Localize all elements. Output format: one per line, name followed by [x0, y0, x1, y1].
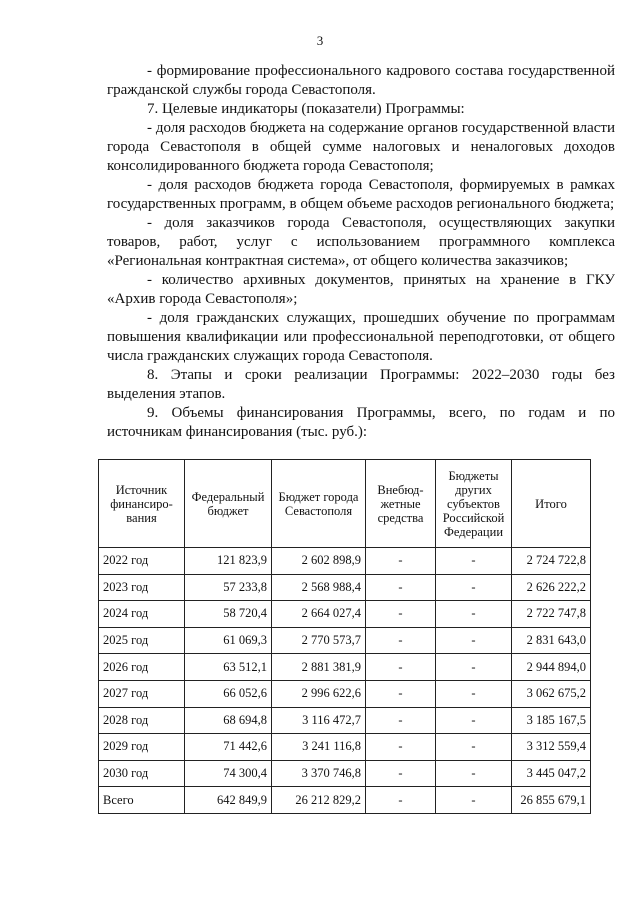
cell-city: 3 370 746,8 [272, 760, 366, 787]
table-row [99, 760, 591, 787]
cell-total: 3 185 167,5 [512, 707, 591, 734]
cell-extrabudgetary: - [366, 548, 436, 575]
cell-other-regions: - [436, 574, 512, 601]
header-other-regions: Бюджеты других субъектов Российской Федерации [436, 460, 512, 548]
paragraph-section-7-heading: 7. Целевые индикаторы (показатели) Программы: [147, 101, 465, 117]
table-row [99, 707, 591, 734]
cell-total: 3 445 047,2 [512, 760, 591, 787]
cell-city: 2 881 381,9 [272, 654, 366, 681]
cell-year: Всего [99, 787, 185, 814]
cell-city: 2 770 573,7 [272, 627, 366, 654]
cell-extrabudgetary: - [366, 654, 436, 681]
cell-federal: 74 300,4 [185, 760, 272, 787]
cell-total: 2 831 643,0 [512, 627, 591, 654]
cell-other-regions: - [436, 707, 512, 734]
cell-total: 26 855 679,1 [512, 787, 591, 814]
cell-federal: 642 849,9 [185, 787, 272, 814]
cell-extrabudgetary: - [366, 734, 436, 761]
cell-other-regions: - [436, 548, 512, 575]
cell-other-regions: - [436, 654, 512, 681]
table-row-total [99, 787, 591, 814]
cell-federal: 58 720,4 [185, 601, 272, 628]
cell-federal: 121 823,9 [185, 548, 272, 575]
cell-other-regions: - [436, 601, 512, 628]
cell-federal: 68 694,8 [185, 707, 272, 734]
paragraph-staffing: - формирование профессионального кадрового состава государственной гражданской службы города Севастополя. [107, 63, 615, 98]
cell-other-regions: - [436, 760, 512, 787]
cell-extrabudgetary: - [366, 760, 436, 787]
cell-federal: 61 069,3 [185, 627, 272, 654]
table-row [99, 574, 591, 601]
cell-city: 3 241 116,8 [272, 734, 366, 761]
header-source: Источник финансиро-вания [99, 460, 185, 548]
cell-other-regions: - [436, 627, 512, 654]
financing-table [98, 459, 591, 814]
table-row [99, 601, 591, 628]
cell-extrabudgetary: - [366, 627, 436, 654]
header-total: Итого [512, 460, 591, 548]
cell-city: 26 212 829,2 [272, 787, 366, 814]
header-extrabudgetary: Внебюд-жетные средства [366, 460, 436, 548]
page-number: 3 [316, 33, 324, 48]
paragraph-indicator-training: - доля гражданских служащих, прошедших обучение по программам повышения квалификации или профессиональной переподготовки, от общего числа гражданских служащих города Севастополя. [107, 310, 615, 364]
paragraph-indicator-program-expenses: - доля расходов бюджета города Севастополя, формируемых в рамках государственных программ, в общем объеме расходов регионального бюджета; [107, 177, 615, 212]
cell-year: 2025 год [99, 627, 185, 654]
cell-total: 3 062 675,2 [512, 680, 591, 707]
cell-city: 2 996 622,6 [272, 680, 366, 707]
cell-city: 2 568 988,4 [272, 574, 366, 601]
cell-federal: 63 512,1 [185, 654, 272, 681]
cell-total: 2 722 747,8 [512, 601, 591, 628]
cell-extrabudgetary: - [366, 707, 436, 734]
cell-city: 2 664 027,4 [272, 601, 366, 628]
cell-other-regions: - [436, 734, 512, 761]
body-text [107, 62, 615, 442]
table-row [99, 734, 591, 761]
cell-total: 3 312 559,4 [512, 734, 591, 761]
cell-federal: 66 052,6 [185, 680, 272, 707]
cell-year: 2026 год [99, 654, 185, 681]
cell-federal: 57 233,8 [185, 574, 272, 601]
cell-year: 2024 год [99, 601, 185, 628]
table-row [99, 548, 591, 575]
cell-extrabudgetary: - [366, 601, 436, 628]
cell-year: 2022 год [99, 548, 185, 575]
table-row [99, 654, 591, 681]
cell-federal: 71 442,6 [185, 734, 272, 761]
table-row [99, 627, 591, 654]
header-city-budget: Бюджет города Севастополя [272, 460, 366, 548]
paragraph-section-9-financing: 9. Объемы финансирования Программы, всего, по годам и по источникам финансирования (тыс. руб.): [107, 405, 615, 440]
cell-year: 2028 год [99, 707, 185, 734]
cell-year: 2027 год [99, 680, 185, 707]
cell-year: 2030 год [99, 760, 185, 787]
table-row [99, 680, 591, 707]
header-federal: Федеральный бюджет [185, 460, 272, 548]
cell-total: 2 626 222,2 [512, 574, 591, 601]
cell-other-regions: - [436, 787, 512, 814]
paragraph-indicator-budget-share: - доля расходов бюджета на содержание органов государственной власти города Севастополя в общей сумме налоговых и неналоговых доходов консолидированного бюджета города Севастополя; [107, 120, 615, 174]
paragraph-indicator-archive: - количество архивных документов, принятых на хранение в ГКУ «Архив города Севастополя»; [107, 272, 615, 307]
cell-total: 2 724 722,8 [512, 548, 591, 575]
cell-year: 2023 год [99, 574, 185, 601]
cell-total: 2 944 894,0 [512, 654, 591, 681]
cell-city: 3 116 472,7 [272, 707, 366, 734]
cell-year: 2029 год [99, 734, 185, 761]
cell-extrabudgetary: - [366, 680, 436, 707]
table-header-row [99, 460, 591, 548]
cell-extrabudgetary: - [366, 574, 436, 601]
paragraph-section-8-stages: 8. Этапы и сроки реализации Программы: 2022–2030 годы без выделения этапов. [107, 367, 615, 402]
cell-city: 2 602 898,9 [272, 548, 366, 575]
cell-other-regions: - [436, 680, 512, 707]
cell-extrabudgetary: - [366, 787, 436, 814]
paragraph-indicator-customers: - доля заказчиков города Севастополя, осуществляющих закупки товаров, работ, услуг с использованием программного комплекса «Региональная контрактная система», от общего количества заказчиков; [107, 215, 615, 269]
